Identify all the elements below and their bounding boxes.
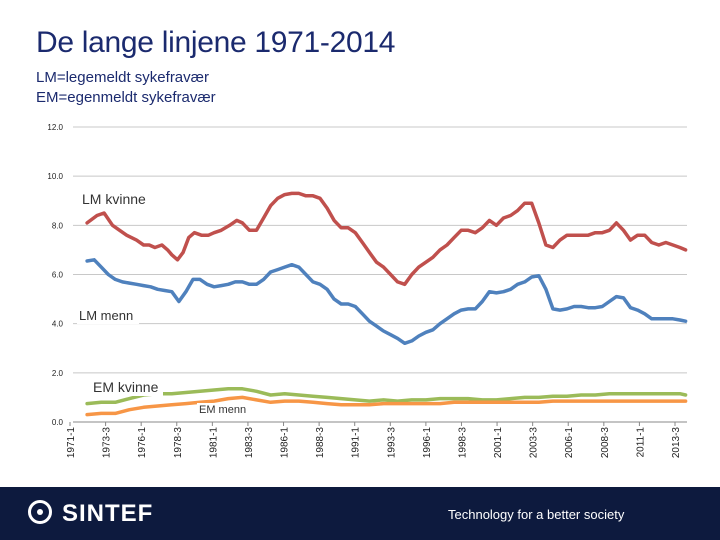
y-tick-label: 0.0: [51, 418, 63, 427]
brand-name: SINTEF: [62, 500, 154, 527]
x-tick-label: 2001-1: [493, 427, 505, 459]
annotation-label: LM kvinne: [82, 191, 146, 207]
y-tick-label: 2.0: [51, 368, 63, 378]
y-tick-label: 4.0: [51, 319, 63, 329]
annotation-label: EM kvinne: [93, 379, 159, 395]
x-tick-label: 2003-3: [528, 427, 540, 459]
x-tick-label: 1971-1: [66, 427, 77, 459]
x-tick-label: 1978-3: [172, 427, 184, 459]
x-tick-label: 2011-1: [635, 427, 647, 458]
tagline: Technology for a better society: [448, 507, 625, 522]
x-tick-label: 1991-1: [350, 427, 362, 459]
sintef-logo: [28, 498, 178, 532]
subtitle-line-2: EM=egenmeldt sykefravær: [36, 89, 216, 106]
series-line-lm-kvinne: [87, 193, 686, 284]
x-tick-label: 2006-1: [564, 427, 576, 459]
x-tick-label: 1996-1: [421, 427, 433, 459]
annotation-label: EM menn: [199, 404, 247, 416]
subtitle-line-1: LM=legemeldt sykefravær: [36, 69, 209, 86]
x-tick-label: 2013-3: [671, 427, 682, 459]
x-tick-label: 1998-3: [457, 427, 469, 459]
x-tick-label: 2008-3: [599, 427, 611, 459]
x-tick-label: 1986-1: [279, 427, 291, 459]
x-tick-label: 1993-3: [386, 427, 398, 459]
page-title: De lange linjene 1971-2014: [36, 26, 396, 59]
x-tick-label: 1988-3: [315, 427, 327, 459]
y-tick-label: 6.0: [51, 270, 63, 280]
y-tick-label: 8.0: [51, 221, 63, 231]
sintef-logo-icon: [28, 500, 52, 524]
x-tick-label: 1976-1: [137, 427, 149, 459]
x-tick-label: 1973-3: [101, 427, 113, 459]
annotation-label: LM menn: [79, 308, 134, 323]
x-tick-label: 1981-1: [208, 427, 220, 459]
x-tick-label: 1983-3: [243, 427, 255, 459]
y-tick-label: 12.0: [47, 123, 63, 132]
y-tick-label: 10.0: [47, 172, 63, 182]
